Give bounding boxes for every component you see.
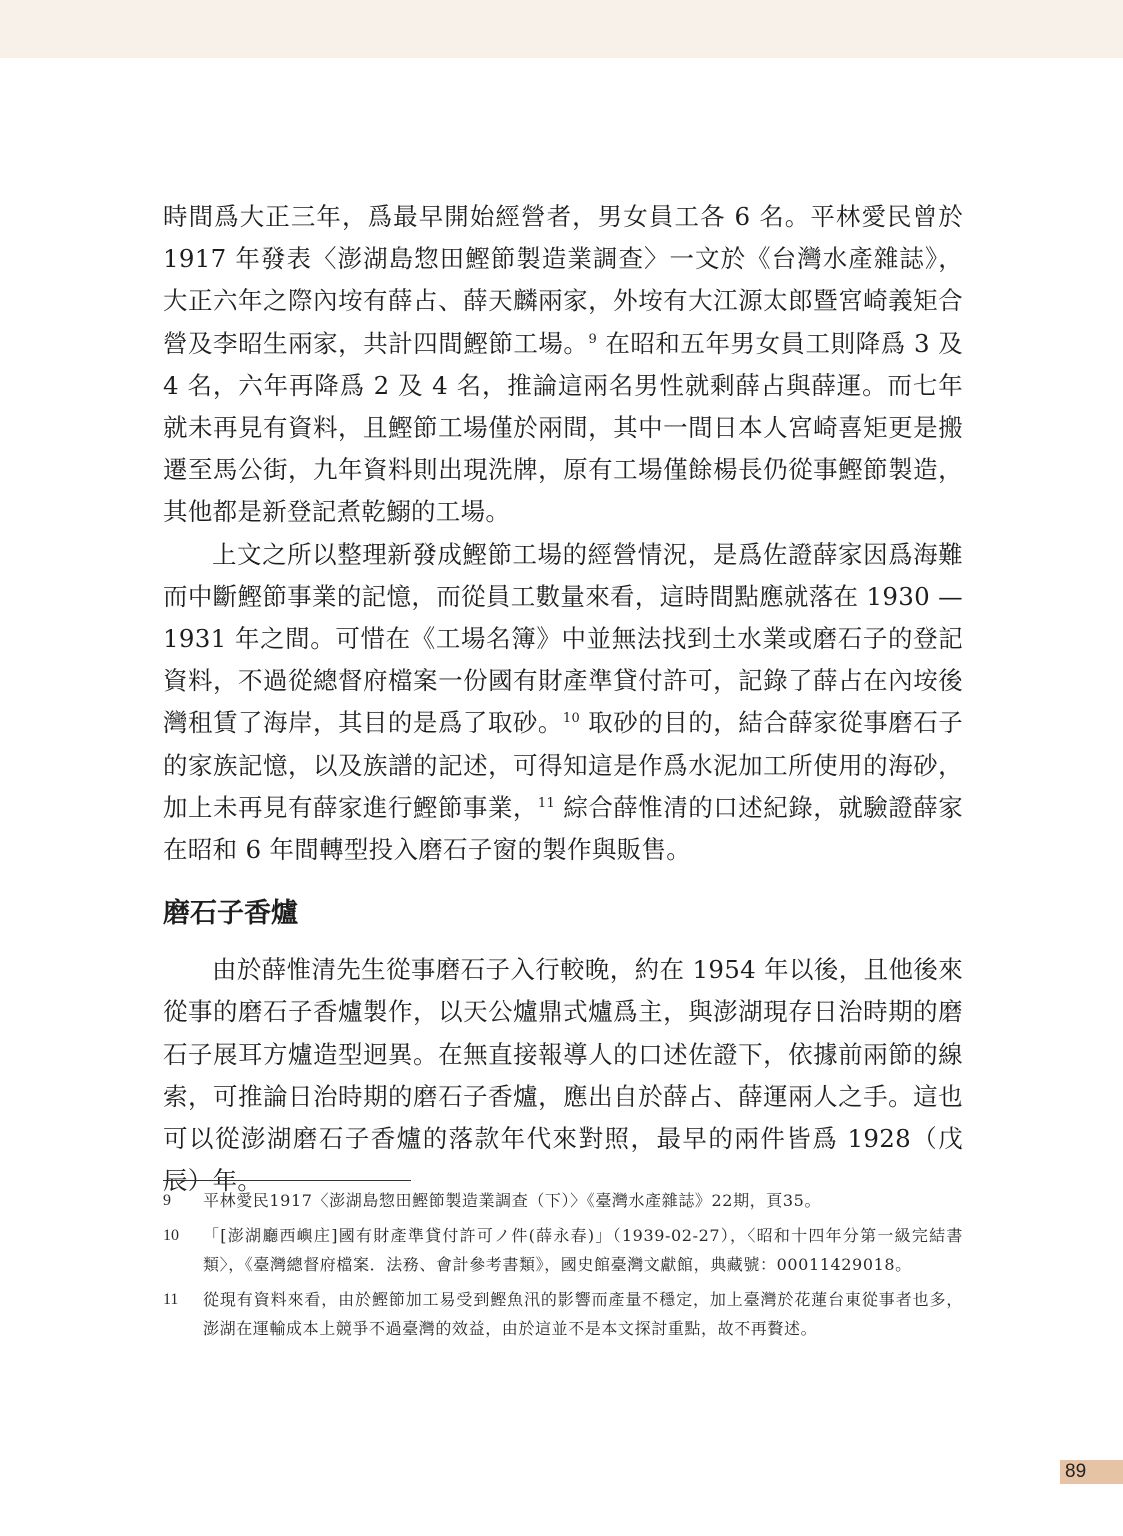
footnote-number: 9 (163, 1192, 171, 1209)
footnotes (163, 1186, 963, 1349)
body-paragraph-3: 由於薛惟清先生從事磨石子入行較晚，約在 1954 年以後，且他後來從事的磨石子香爐製作，以天公爐鼎式爐爲主，與澎湖現存日治時期的磨石子展耳方爐造型迥異。在無直接報導人的口述佐證下，依據前兩節的線索，可推論日治時期的磨石子香爐，應出自於薛占、薛運兩人之手。這也可以從澎湖磨石子香爐的落款年代來對照，最早的兩件皆爲 1928（戊辰）年。 (163, 955, 963, 1196)
footnote-item (163, 1221, 963, 1279)
paragraph-1-text: 時間爲大正三年，爲最早開始經營者，男女員工各 6 名。平林愛民曾於 1917 年發表〈澎湖島惣田鰹節製造業調查〉一文於《台灣水產雜誌》，大正六年之際內垵有薛占、薛天麟兩家，外垵有大江源太郎暨宮崎義矩合營及李昭生兩家，共計四間鰹節工場。 (163, 202, 963, 358)
paragraph-1-continued: 在昭和五年男女員工則降爲 3 及 4 名，六年再降爲 2 及 4 名，推論這兩名男性就剩薛占與薛運。而七年就未再見有資料，且鰹節工場僅於兩間，其中一間日本人宮崎喜矩更是搬遷至馬公街，九年資料則出現洗牌，原有工場僅餘楊長仍從事鰹節製造，其他都是新登記煮乾鰯的工場。 (163, 328, 963, 527)
footnote-text: 從現有資料來看，由於鰹節加工易受到鰹魚汛的影響而產量不穩定，加上臺灣於花蓮台東從事者也多，澎湖在運輸成本上競爭不過臺灣的效益，由於這並不是本文探討重點，故不再贅述。 (203, 1290, 963, 1338)
footnote-ref-10[interactable]: 10 (562, 711, 581, 727)
footnote-ref-11[interactable]: 11 (537, 795, 556, 811)
footnote-item (163, 1186, 963, 1215)
main-content (163, 196, 963, 1202)
paragraph-2-end: 綜合薛惟清的口述紀錄，就驗證薛家在昭和 6 年間轉型投入磨石子窗的製作與販售。 (163, 792, 964, 865)
page-number: 89 (1065, 1461, 1087, 1482)
body-paragraph-1 (163, 196, 963, 534)
footnote-separator (163, 1180, 411, 1181)
footnote-ref-9[interactable]: 9 (588, 331, 598, 347)
body-paragraph-2 (163, 534, 963, 872)
footnote-number: 11 (163, 1291, 179, 1308)
paragraph-2-text: 上文之所以整理新發成鰹節工場的經營情況，是爲佐證薛家因爲海難而中斷鰹節事業的記憶，而從員工數量來看，這時間點應就落在 1930 — 1931 年之間。可惜在《工場名簿》中並無法找到土水業或磨石子的登記資料，不過從總督府檔案一份國有財產準貸付許可，記錄了薛占在內垵後灣租賃了海岸，其目的是爲了取砂。 (163, 539, 963, 738)
section-heading: 磨石子香爐 (163, 898, 298, 930)
paragraph-2-continued: 取砂的目的，結合薛家從事磨石子的家族記憶，以及族譜的記述，可得知這是作爲水泥加工所使用的海砂，加上未再見有薛家進行鰹節事業， (163, 708, 963, 822)
footnote-item (163, 1285, 963, 1343)
footnote-text: 「[澎湖廳西嶼庄]國有財產準貸付許可ノ件(薛永春)」（1939-02-27），〈昭和十四年分第一級完結書類〉，《臺灣總督府檔案．法務、會計參考書類》，國史館臺灣文獻館，典藏號：00011429018。 (203, 1226, 963, 1274)
footnote-number: 10 (163, 1227, 179, 1244)
footnote-text: 平林愛民1917〈澎湖島惣田鰹節製造業調查（下）〉《臺灣水產雜誌》22期，頁35。 (203, 1191, 822, 1210)
top-header-band (0, 0, 1123, 58)
